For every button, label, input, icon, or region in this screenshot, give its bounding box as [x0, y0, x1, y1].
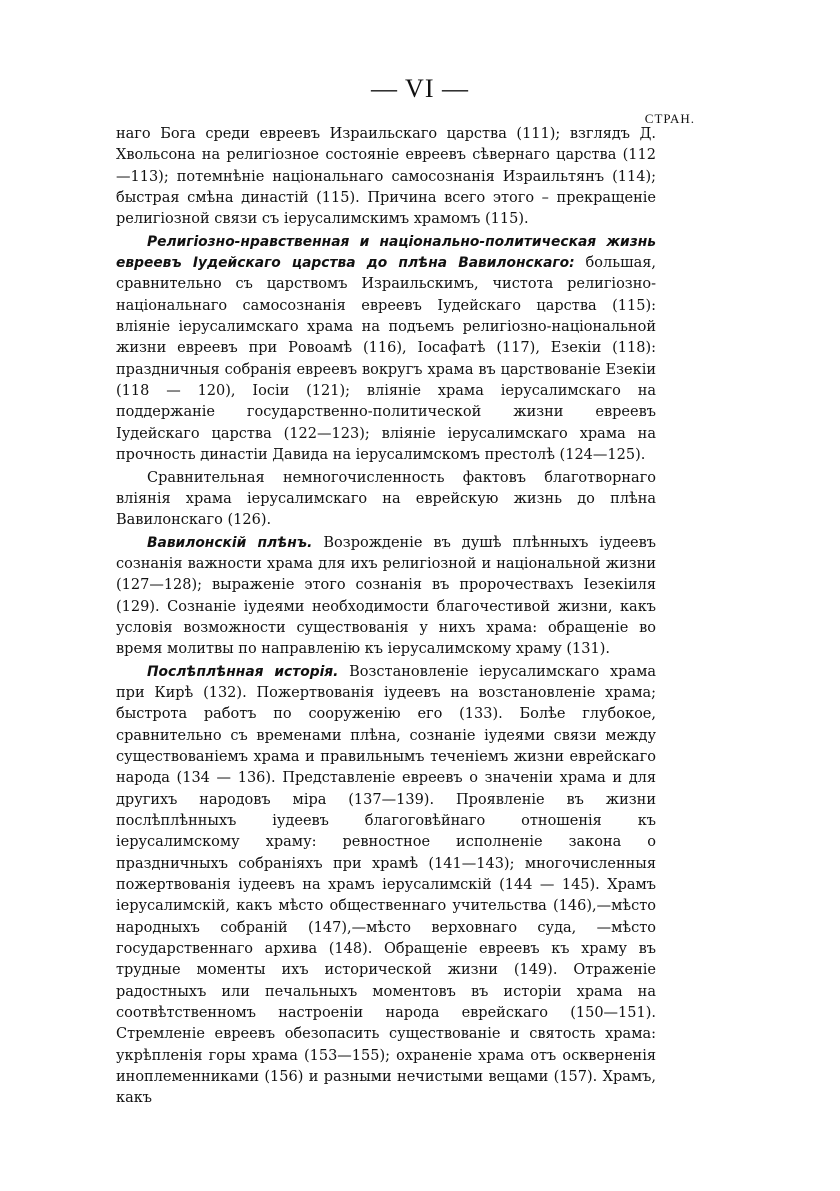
paragraph-4: [116, 533, 656, 661]
paragraph-2: [116, 232, 656, 467]
paragraph-2-text: большая, сравнительно съ царствомъ Израильскимъ, чистота религіозно-національнаго самосознанія евреевъ Іудейскаго царства (115): вліяніе іерусалимскаго храма на подъемъ религіозно-національной жизни евреевъ при Ровоамѣ (116), Іосафатѣ (117), Езекіи (118): праздничныя собранія евреевъ вокругъ храма въ царствованіе Езекіи (118 — 120), Іосіи (121); вліяніе храма іерусалимскаго на поддержаніе государственно-политической жизни евреевъ Іудейскаго царства (122—123); вліяніе іерусалимскаго храма на прочность династіи Давида на іерусалимскомъ престолѣ (124—125).: [116, 255, 656, 464]
paragraph-2-heading: Религіозно-нравственная и національно-политическая жизнь евреевъ Іудейскаго царства до плѣна Вавилонскаго:: [116, 233, 656, 272]
paragraph-5-text: Возстановленіе іерусалимскаго храма при Кирѣ (132). Пожертвованія іудеевъ на возстановленіе храма; быстрота работъ по сооруженію его (133). Болѣе глубокое, сравнительно съ временами плѣна, сознаніе іудеями связи между существованіемъ храма и правильнымъ теченіемъ жизни еврейскаго народа (134 — 136). Представленіе евреевъ о значеніи храма и для другихъ народовъ міра (137—139). Проявленіе въ жизни послѣплѣнныхъ іудеевъ благоговѣйнаго отношенія къ іерусалимскому храму: ревностное исполненіе закона о праздничныхъ собраніяхъ при храмѣ (141—143); многочисленныя пожертвованія іудеевъ на храмъ іерусалимскій (144 — 145). Храмъ іерусалимскій, какъ мѣсто общественнаго учительства (146),—мѣсто народныхъ собраній (147),—мѣсто верховнаго суда, —мѣсто государственнаго архива (148). Обращеніе евреевъ къ храму въ трудные моменты ихъ исторической жизни (149). Отраженіе радостныхъ или печальныхъ моментовъ въ исторіи храма на соотвѣтственномъ настроеніи народа еврейскаго (150—151). Стремленіе евреевъ обезопасить существованіе и святость храма: укрѣпленія горы храма (153—155); охраненіе храма отъ оскверненія иноплеменниками (156) и разными нечистыми вещами (157). Храмъ, какъ: [116, 663, 656, 1107]
paragraph-5: [116, 662, 656, 1110]
page-number: — VI —: [371, 74, 469, 103]
paragraph-3-text: Сравнительная немногочисленность фактовъ благотворнаго вліянія храма іерусалимскаго на еврейскую жизнь до плѣна Вавилонскаго (126).: [116, 469, 656, 529]
paragraph-4-text: Возрожденіе въ душѣ плѣнныхъ іудеевъ сознанія важности храма для ихъ религіозной и національной жизни (127—128); выраженіе этого сознанія въ пророчествахъ Іезекіиля (129). Сознаніе іудеями необходимости благочестивой жизни, какъ условія возможности существованія у нихъ храма: обращеніе во время молитвы по направленію къ іерусалимскому храму (131).: [116, 534, 657, 658]
paragraph-5-heading: Послѣплѣнная исторія.: [147, 663, 339, 680]
column-label: СТРАН.: [644, 111, 695, 126]
paragraph-4-heading: Вавилонскій плѣнъ.: [147, 534, 313, 551]
paragraph-3: [116, 468, 656, 532]
paragraph-1: [116, 124, 656, 231]
paragraph-1-text: наго Бога среди евреевъ Израильскаго царства (111); взглядъ Д. Хвольсона на религіозное состояніе евреевъ сѣвернаго царства (112—113); потемнѣніе національнаго самосознанія Израильтянъ (114); быстрая смѣна династій (115). Причина всего этого – прекращеніе религіозной связи съ іерусалимскимъ храмомъ (115).: [116, 126, 656, 228]
text-body: [116, 124, 656, 1110]
